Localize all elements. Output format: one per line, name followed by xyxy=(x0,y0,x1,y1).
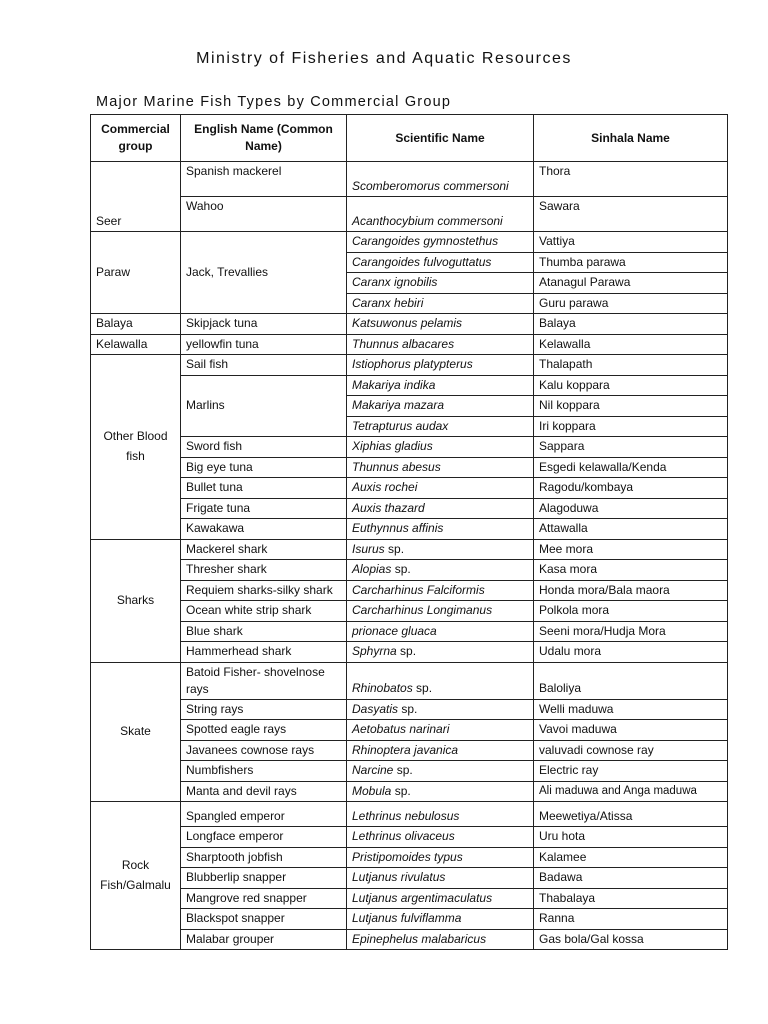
table-row xyxy=(91,197,728,232)
group-cell-sharks: Sharks xyxy=(91,539,181,662)
scientific-name-cell: Rhinoptera javanica xyxy=(347,740,534,761)
sinhala-name-cell: Ranna xyxy=(534,909,728,930)
table-row xyxy=(91,888,728,909)
table-row xyxy=(91,162,728,197)
english-name-cell: Longface emperor xyxy=(181,827,347,848)
sinhala-name-cell: Electric ray xyxy=(534,761,728,782)
sinhala-name-cell: Honda mora/Bala maora xyxy=(534,580,728,601)
sinhala-name-cell: Seeni mora/Hudja Mora xyxy=(534,621,728,642)
sinhala-name-cell: Gas bola/Gal kossa xyxy=(534,929,728,950)
sinhala-name-cell: Kalu koppara xyxy=(534,375,728,396)
scientific-name-cell xyxy=(347,781,534,802)
sinhala-name-cell: Meewetiya/Atissa xyxy=(534,802,728,827)
english-name-cell: Mangrove red snapper xyxy=(181,888,347,909)
english-name-cell: Sail fish xyxy=(181,355,347,376)
sinhala-name-cell: Udalu mora xyxy=(534,642,728,663)
sinhala-name-cell: Alagoduwa xyxy=(534,498,728,519)
scientific-name-cell xyxy=(347,761,534,782)
sinhala-name-cell: Nil koppara xyxy=(534,396,728,417)
table-row xyxy=(91,868,728,889)
group-cell-balaya: Balaya xyxy=(91,314,181,335)
scientific-name-cell: Carangoides fulvoguttatus xyxy=(347,252,534,273)
scientific-name-cell: Thunnus abesus xyxy=(347,457,534,478)
sinhala-name-cell: Vattiya xyxy=(534,232,728,253)
scientific-name-cell: Carangoides gymnostethus xyxy=(347,232,534,253)
table-row xyxy=(91,560,728,581)
species-suffix: sp. xyxy=(396,644,417,658)
species-suffix: sp. xyxy=(412,681,433,695)
group-cell-kelawalla: Kelawalla xyxy=(91,334,181,355)
scientific-name-cell xyxy=(347,699,534,720)
document-title: Ministry of Fisheries and Aquatic Resources xyxy=(196,50,572,67)
sinhala-name-cell: Atanagul Parawa xyxy=(534,273,728,294)
scientific-name-cell: Lutjanus fulviflamma xyxy=(347,909,534,930)
group-cell-rock-fish: Rock Fish/Galmalu xyxy=(91,802,181,950)
scientific-genus: Dasyatis xyxy=(352,701,399,716)
sinhala-name-cell: Guru parawa xyxy=(534,293,728,314)
table-row xyxy=(91,539,728,560)
sinhala-name-cell: Iri koppara xyxy=(534,416,728,437)
table-row xyxy=(91,314,728,335)
sinhala-name-cell: Thalapath xyxy=(534,355,728,376)
scientific-genus: Isurus xyxy=(352,541,385,556)
english-name-cell: Requiem sharks-silky shark xyxy=(181,580,347,601)
table-row xyxy=(91,232,728,253)
english-name-cell: Thresher shark xyxy=(181,560,347,581)
english-name-cell: Bullet tuna xyxy=(181,478,347,499)
scientific-name-cell: Pristipomoides typus xyxy=(347,847,534,868)
sinhala-name-cell: Thumba parawa xyxy=(534,252,728,273)
english-name-cell: Ocean white strip shark xyxy=(181,601,347,622)
english-name-cell: Spotted eagle rays xyxy=(181,720,347,741)
table-row xyxy=(91,519,728,540)
scientific-name-cell: Epinephelus malabaricus xyxy=(347,929,534,950)
scientific-genus: Sphyrna xyxy=(352,644,397,658)
english-name-cell: String rays xyxy=(181,699,347,720)
sinhala-name-cell: Kelawalla xyxy=(534,334,728,355)
table-row xyxy=(91,781,728,802)
scientific-name-cell: Scomberomorus commersoni xyxy=(347,162,534,197)
table-row xyxy=(91,580,728,601)
english-name-cell: Frigate tuna xyxy=(181,498,347,519)
group-cell-skate: Skate xyxy=(91,662,181,802)
scientific-name-cell xyxy=(347,642,534,663)
sinhala-name-cell: Ragodu/kombaya xyxy=(534,478,728,499)
english-name-cell: Numbfishers xyxy=(181,761,347,782)
english-name-cell: Blackspot snapper xyxy=(181,909,347,930)
scientific-genus: Narcine xyxy=(352,763,394,777)
scientific-name-cell: Euthynnus affinis xyxy=(347,519,534,540)
table-row xyxy=(91,929,728,950)
scientific-name-cell: Lutjanus rivulatus xyxy=(347,868,534,889)
sinhala-name-cell: Kalamee xyxy=(534,847,728,868)
english-name-cell: Jack, Trevallies xyxy=(181,232,347,314)
scientific-name-cell: Thunnus albacares xyxy=(347,334,534,355)
english-name-cell: Blue shark xyxy=(181,621,347,642)
table-row xyxy=(91,478,728,499)
group-cell-paraw: Paraw xyxy=(91,232,181,314)
table-row xyxy=(91,601,728,622)
sinhala-name-cell: Balaya xyxy=(534,314,728,335)
sinhala-name-cell: Badawa xyxy=(534,868,728,889)
english-name-cell: Manta and devil rays xyxy=(181,781,347,802)
scientific-name-cell: Istiophorus platypterus xyxy=(347,355,534,376)
english-name-cell: Skipjack tuna xyxy=(181,314,347,335)
table-row xyxy=(91,437,728,458)
species-suffix: sp. xyxy=(393,763,413,777)
scientific-name-cell: Makariya mazara xyxy=(347,396,534,417)
english-name-cell: Blubberlip snapper xyxy=(181,868,347,889)
species-suffix: sp. xyxy=(391,783,411,798)
species-suffix: sp. xyxy=(391,562,411,576)
table-row xyxy=(91,699,728,720)
sinhala-name-cell: Uru hota xyxy=(534,827,728,848)
sinhala-name-cell: Esgedi kelawalla/Kenda xyxy=(534,457,728,478)
sinhala-name-cell: Vavoi maduwa xyxy=(534,720,728,741)
table-caption: Major Marine Fish Types by Commercial Group xyxy=(96,94,452,110)
table-row xyxy=(91,827,728,848)
sinhala-name-cell: Sawara xyxy=(534,197,728,232)
english-name-cell: Kawakawa xyxy=(181,519,347,540)
scientific-name-cell: Aetobatus narinari xyxy=(347,720,534,741)
header-scientific-name: Scientific Name xyxy=(347,115,534,162)
table-row xyxy=(91,720,728,741)
group-cell-seer: Seer xyxy=(91,162,181,232)
scientific-name-cell xyxy=(347,662,534,699)
table-row xyxy=(91,909,728,930)
english-name-cell: Mackerel shark xyxy=(181,539,347,560)
scientific-name-cell: Caranx ignobilis xyxy=(347,273,534,294)
table-row xyxy=(91,498,728,519)
scientific-name-cell: Xiphias gladius xyxy=(347,437,534,458)
sinhala-name-cell: Welli maduwa xyxy=(534,699,728,720)
sinhala-name-cell: Polkola mora xyxy=(534,601,728,622)
table-row xyxy=(91,621,728,642)
table-row xyxy=(91,740,728,761)
scientific-genus: Rhinobatos xyxy=(352,681,413,695)
scientific-name-cell: Auxis rochei xyxy=(347,478,534,499)
sinhala-name-cell: Ali maduwa and Anga maduwa xyxy=(534,781,728,802)
english-name-cell: Sharptooth jobfish xyxy=(181,847,347,868)
english-name-cell: yellowfin tuna xyxy=(181,334,347,355)
english-name-cell: Sword fish xyxy=(181,437,347,458)
english-name-cell: Spangled emperor xyxy=(181,802,347,827)
english-name-cell: Batoid Fisher- shovelnose rays xyxy=(181,662,347,699)
sinhala-name-cell: Kasa mora xyxy=(534,560,728,581)
scientific-name-cell: Lutjanus argentimaculatus xyxy=(347,888,534,909)
scientific-name-cell: Auxis thazard xyxy=(347,498,534,519)
scientific-name-cell: Makariya indika xyxy=(347,375,534,396)
scientific-name-cell: Lethrinus olivaceus xyxy=(347,827,534,848)
sinhala-name-cell: Thora xyxy=(534,162,728,197)
english-name-cell: Hammerhead shark xyxy=(181,642,347,663)
header-commercial-group: Commercial group xyxy=(91,115,181,162)
scientific-name-cell: Katsuwonus pelamis xyxy=(347,314,534,335)
sinhala-name-cell: Sappara xyxy=(534,437,728,458)
scientific-genus: Mobula xyxy=(352,783,392,798)
sinhala-name-cell: Baloliya xyxy=(534,662,728,699)
header-sinhala-name: Sinhala Name xyxy=(534,115,728,162)
group-cell-other-blood-fish: Other Blood fish xyxy=(91,355,181,540)
sinhala-name-cell: Mee mora xyxy=(534,539,728,560)
table-row xyxy=(91,847,728,868)
table-row xyxy=(91,662,728,699)
english-name-cell: Javanees cownose rays xyxy=(181,740,347,761)
english-name-cell: Wahoo xyxy=(181,197,347,232)
table-row xyxy=(91,375,728,396)
english-name-cell: Spanish mackerel xyxy=(181,162,347,197)
table-header-row xyxy=(91,115,728,162)
table-row xyxy=(91,761,728,782)
scientific-name-cell: Caranx hebiri xyxy=(347,293,534,314)
header-english-name: English Name (Common Name) xyxy=(181,115,347,162)
table-row xyxy=(91,334,728,355)
english-name-cell: Big eye tuna xyxy=(181,457,347,478)
sinhala-name-cell: Attawalla xyxy=(534,519,728,540)
english-name-cell: Marlins xyxy=(181,375,347,437)
species-suffix: sp. xyxy=(398,701,418,716)
scientific-name-cell: Tetrapturus audax xyxy=(347,416,534,437)
sinhala-name-cell: Thabalaya xyxy=(534,888,728,909)
table-row xyxy=(91,642,728,663)
scientific-genus: Alopias xyxy=(352,562,392,576)
scientific-name-cell: Lethrinus nebulosus xyxy=(347,802,534,827)
scientific-name-cell: Carcharhinus Longimanus xyxy=(347,601,534,622)
sinhala-name-cell: valuvadi cownose ray xyxy=(534,740,728,761)
scientific-name-cell xyxy=(347,560,534,581)
english-name-cell: Malabar grouper xyxy=(181,929,347,950)
scientific-name-cell xyxy=(347,539,534,560)
fish-types-table xyxy=(90,114,728,950)
table-row xyxy=(91,802,728,827)
scientific-name-cell: prionace gluaca xyxy=(347,621,534,642)
scientific-name-cell: Carcharhinus Falciformis xyxy=(347,580,534,601)
species-suffix: sp. xyxy=(384,541,405,556)
table-row xyxy=(91,355,728,376)
table-row xyxy=(91,457,728,478)
scientific-name-cell: Acanthocybium commersoni xyxy=(347,197,534,232)
